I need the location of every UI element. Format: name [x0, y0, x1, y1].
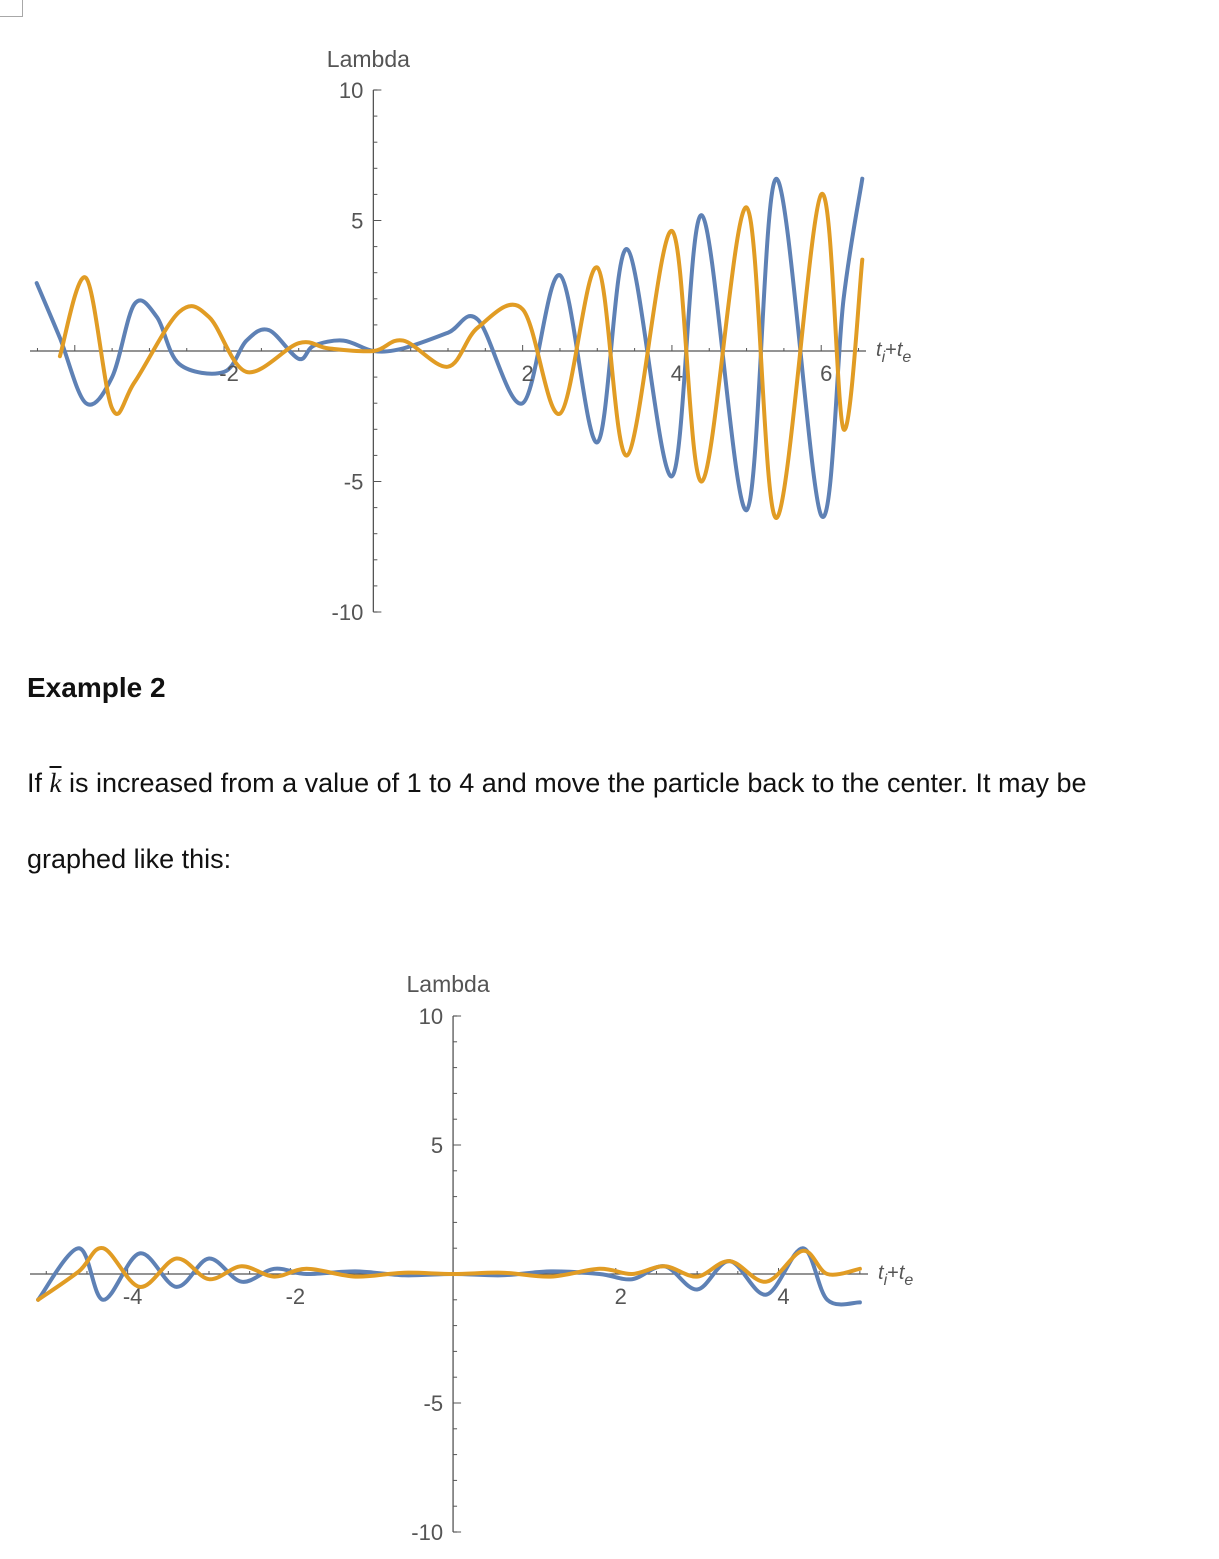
chart-1 [0, 0, 1219, 640]
chart1-x-axis-title-part: + [885, 339, 897, 361]
chart1-series-2-line [60, 194, 862, 518]
para-prefix: If [27, 768, 50, 798]
chart2-y-tick-label: 5 [430, 1133, 444, 1158]
k-bar-symbol: $\overline{k}$ [49, 768, 62, 798]
chart1-y-tick-label: -10 [331, 600, 364, 625]
chart-2 [0, 950, 1219, 1559]
chart1-x-axis-title-part: i [881, 349, 886, 366]
chart-2-svg [0, 950, 1219, 1559]
chart2-x-axis-title-part: e [904, 1272, 914, 1289]
chart1-x-tick-label: -2 [219, 361, 239, 386]
paragraph-line-2: graphed like this: [27, 844, 232, 874]
section-heading: Example 2 [27, 672, 166, 703]
chart2-y-tick-label: -5 [423, 1391, 444, 1416]
chart1-y-tick-label: -5 [343, 469, 364, 495]
chart1-y-tick-label: 5 [351, 208, 364, 234]
chart-1-svg [0, 0, 1219, 640]
chart1-x-tick-label: 4 [670, 361, 684, 386]
chart1-x-axis-title-part: t [896, 339, 903, 361]
chart1-x-axis-title-part: t [876, 339, 882, 361]
chart2-series-1-line [38, 1248, 860, 1304]
chart2-x-tick-label: 2 [614, 1284, 627, 1309]
chart2-x-tick-label: 4 [777, 1284, 790, 1309]
chart2-x-axis-title-part: t [898, 1262, 905, 1284]
chart1-y-tick-label: 10 [338, 78, 364, 103]
chart2-y-tick-label: 10 [418, 1004, 444, 1029]
chart2-x-axis-title-part: i [883, 1272, 888, 1289]
chart1-y-axis-title: Lambda [326, 46, 410, 72]
chart1-x-axis-title [876, 339, 911, 366]
paragraph-line-1 [27, 768, 1087, 799]
chart2-x-tick-label: -2 [285, 1284, 306, 1309]
chart1-x-tick-label: 2 [521, 361, 534, 386]
chart2-x-axis-title [878, 1262, 913, 1289]
chart2-y-tick-label: -10 [411, 1520, 444, 1545]
chart2-y-axis-title: Lambda [406, 971, 490, 997]
chart1-x-tick-label: 6 [820, 361, 833, 386]
chart2-x-tick-label: -4 [122, 1284, 143, 1309]
chart2-x-axis-title-part: + [887, 1262, 899, 1284]
chart2-x-axis-title-part: t [878, 1262, 884, 1284]
chart1-x-axis-title-part: e [902, 349, 912, 366]
para-rest: is increased from a value of 1 to 4 and move the particle back to the center. It may be [61, 768, 1087, 798]
